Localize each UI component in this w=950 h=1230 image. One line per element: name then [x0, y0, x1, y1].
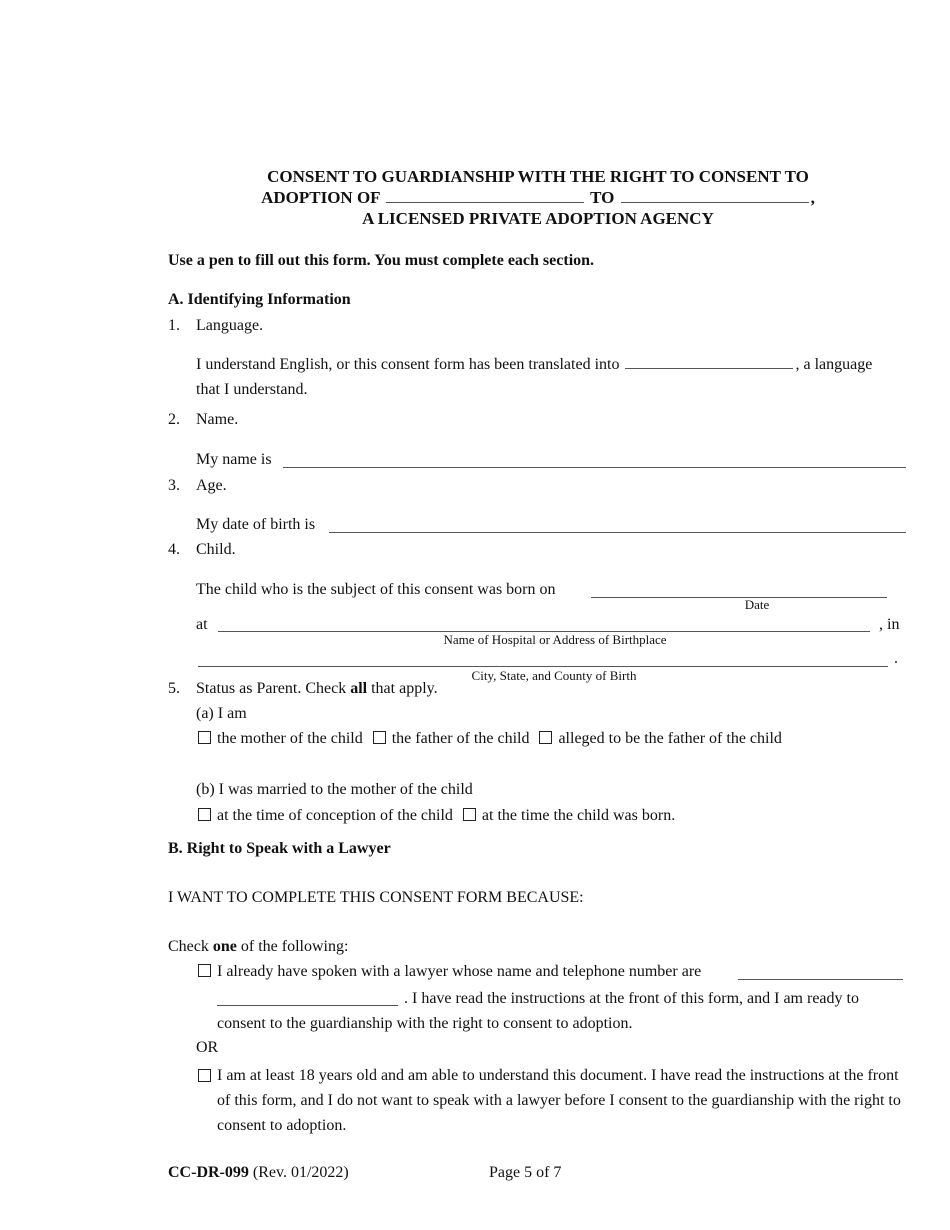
part-a-label: (a) I am — [196, 705, 247, 722]
option-alleged-father[interactable] — [539, 730, 781, 747]
lawyer-option-1-cont: . I have read the instructions at the front of this form, and I am ready to — [404, 990, 859, 1007]
checkbox-alleged-father[interactable] — [539, 731, 552, 744]
lawyer-option-1-cont-2: consent to the guardianship with the right to consent to adoption. — [217, 1015, 633, 1032]
birth-date-caption: Date — [744, 597, 770, 612]
instructions: Use a pen to fill out this form. You must complete each section. — [168, 252, 595, 269]
option-birth-label: at the time the child was born. — [481, 807, 676, 824]
title-adoption-of: ADOPTION OF — [261, 188, 380, 207]
language-suffix: , a language — [795, 356, 873, 373]
child-born-label: The child who is the subject of this consent was born on — [196, 581, 556, 598]
language-text: I understand English, or this consent form has been translated into — [196, 356, 620, 373]
marriage-options — [198, 807, 675, 825]
item-2-number: 2. — [168, 411, 180, 428]
item-5-label-bold: all — [350, 680, 368, 697]
or-separator: OR — [196, 1039, 219, 1056]
language-blank[interactable] — [625, 367, 793, 369]
option-conception[interactable] — [198, 807, 453, 824]
form-revision: (Rev. 01/2022) — [252, 1164, 349, 1181]
item-5-label-a: Status as Parent. Check — [196, 680, 351, 697]
checkbox-father[interactable] — [373, 731, 386, 744]
dob-blank[interactable] — [329, 532, 906, 533]
option-mother-label: the mother of the child — [217, 730, 363, 747]
birthplace-caption: Name of Hospital or Address of Birthplace — [443, 632, 667, 647]
birthplace-at-label: at — [196, 616, 208, 633]
lawyer-option-2-text: I am at least 18 years old and am able to understand this document. I have read the instructions at the front of this form, and I do not want to speak with a lawyer before I consent to the guardianship with the right to consent to adoption. — [217, 1067, 901, 1134]
parent-status-options — [198, 730, 782, 748]
lawyer-option-1 — [198, 963, 701, 981]
part-b-label: (b) I was married to the mother of the child — [196, 781, 473, 798]
dob-label: My date of birth is — [196, 516, 316, 533]
item-5-label — [196, 680, 438, 698]
item-4-number: 4. — [168, 541, 180, 558]
section-b-heading: B. Right to Speak with a Lawyer — [168, 840, 391, 857]
city-period: . — [894, 650, 898, 667]
item-5-number: 5. — [168, 680, 180, 697]
checkbox-spoke-with-lawyer[interactable] — [198, 964, 211, 977]
lawyer-option-1-text: I already have spoken with a lawyer whose name and telephone number are — [217, 963, 702, 980]
my-name-label: My name is — [196, 451, 272, 468]
title-to: TO — [590, 188, 615, 207]
my-name-blank[interactable] — [283, 467, 906, 468]
lawyer-name-phone-blank-2[interactable] — [217, 1005, 398, 1006]
option-alleged-father-label: alleged to be the father of the child — [558, 730, 782, 747]
city-state-county-blank[interactable] — [198, 666, 888, 667]
form-title-line-1: CONSENT TO GUARDIANSHIP WITH THE RIGHT TO CONSENT TO — [267, 167, 809, 186]
checkbox-conception[interactable] — [198, 808, 211, 821]
option-birth[interactable] — [463, 807, 675, 824]
city-state-county-caption: City, State, and County of Birth — [471, 668, 637, 683]
birthplace-in-label: , in — [879, 616, 900, 633]
item-2-label: Name. — [196, 411, 239, 428]
checkbox-no-lawyer[interactable] — [198, 1069, 211, 1082]
item-1-text-cont: that I understand. — [196, 381, 308, 398]
item-1-text — [196, 356, 872, 374]
lawyer-name-phone-blank-1[interactable] — [738, 979, 903, 980]
option-conception-label: at the time of conception of the child — [217, 807, 453, 824]
item-3-label: Age. — [196, 477, 227, 494]
item-1-label: Language. — [196, 317, 264, 334]
checkbox-birth[interactable] — [463, 808, 476, 821]
checkbox-mother[interactable] — [198, 731, 211, 744]
form-title-line-3: A LICENSED PRIVATE ADOPTION AGENCY — [362, 209, 714, 228]
check-one-b: of the following: — [236, 938, 349, 955]
item-1-number: 1. — [168, 317, 180, 334]
agency-name-blank[interactable] — [621, 201, 809, 203]
form-id: CC-DR-099 — [168, 1164, 249, 1181]
option-mother[interactable] — [198, 730, 363, 747]
item-3-number: 3. — [168, 477, 180, 494]
consent-reason-statement: I WANT TO COMPLETE THIS CONSENT FORM BECAUSE: — [168, 889, 584, 906]
option-father[interactable] — [373, 730, 530, 747]
check-one-label — [168, 938, 348, 956]
child-name-blank[interactable] — [386, 201, 584, 203]
footer-form-id — [168, 1164, 349, 1182]
check-one-bold: one — [212, 938, 237, 955]
item-4-label: Child. — [196, 541, 236, 558]
option-father-label: the father of the child — [391, 730, 530, 747]
check-one-a: Check — [168, 938, 213, 955]
item-5-label-b: that apply. — [367, 680, 438, 697]
title-comma: , — [810, 188, 815, 207]
page-number: Page 5 of 7 — [489, 1164, 562, 1181]
section-a-heading: A. Identifying Information — [168, 291, 351, 308]
form-title-line-2 — [168, 187, 908, 208]
